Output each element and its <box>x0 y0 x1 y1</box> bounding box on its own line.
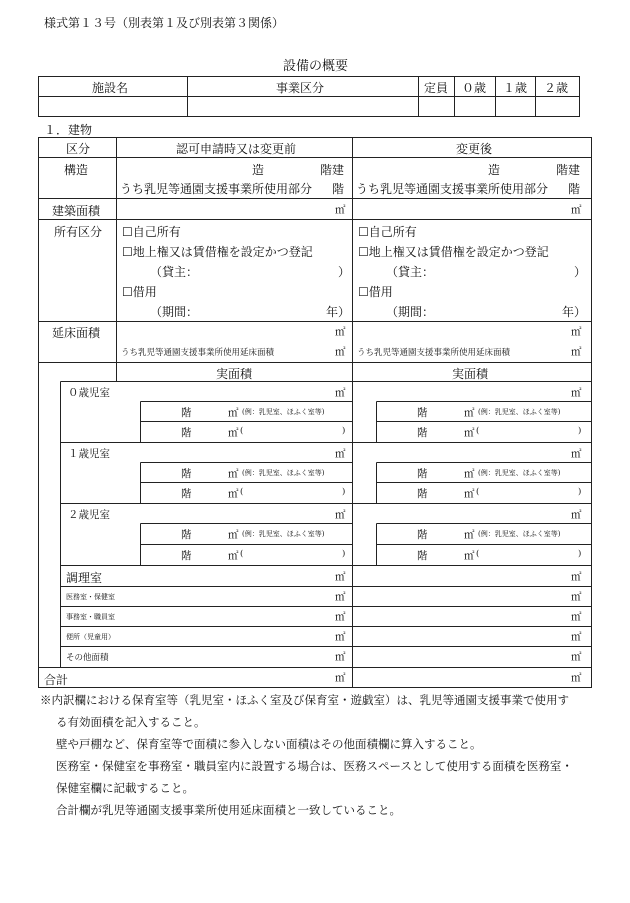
room-age1-sub2-unit-before: ㎡ <box>228 488 239 500</box>
room-age0-unit-after: ㎡ <box>571 387 582 399</box>
room-toilet-unit-after: ㎡ <box>571 631 582 643</box>
note-2: 壁や戸棚など、保育室等で面積に参入しない面積はその他面積欄に算入すること。 <box>56 737 482 751</box>
building-area-unit-before: ㎡ <box>335 204 346 216</box>
ownership-year-before: 年） <box>326 305 351 319</box>
room-age2-sub1-floor-after: 階 <box>417 529 428 541</box>
room-age1-sub1-example-after: (例：乳児室、ほふく室等) <box>478 469 561 477</box>
room-age0-sub1-floor-before: 階 <box>181 407 192 419</box>
floor-area-sub-unit-before: ㎡ <box>335 346 346 358</box>
room-age1-unit-after: ㎡ <box>571 448 582 460</box>
room-age0-sub2-unit-before: ㎡ <box>228 427 239 439</box>
header-age1: １歳 <box>503 81 528 95</box>
room-age0-sub1-floor-after: 階 <box>417 407 428 419</box>
room-age1-sub2-open-after: ( <box>476 487 480 497</box>
age0-field[interactable] <box>456 98 494 115</box>
structure-kai-before: 階 <box>332 182 345 196</box>
ownership-period-after: （期間： <box>386 305 435 319</box>
room-age2-unit-before: ㎡ <box>335 509 346 521</box>
room-toilet-unit-before: ㎡ <box>335 631 346 643</box>
room-age2-label: ２歳児室 <box>68 509 110 521</box>
room-age0-sub1-unit-after: ㎡ <box>464 407 475 419</box>
business-type-field[interactable] <box>189 98 417 115</box>
floor-area-unit-before: ㎡ <box>335 326 346 338</box>
structure-sub-after: うち乳児等通園支援事業所使用部分 <box>356 182 549 196</box>
col-before: 認可申請時又は変更前 <box>176 142 297 156</box>
room-age1-sub1-unit-before: ㎡ <box>228 468 239 480</box>
room-age0-sub1-unit-before: ㎡ <box>228 407 239 419</box>
room-medical-label: 医務室・保健室 <box>66 593 115 601</box>
header-age2: ２歳 <box>544 81 569 95</box>
note-3a: 医務室・保健室を事務室・職員室内に設置する場合は、医務スペースとして使用する面積を医務室・ <box>56 759 573 773</box>
room-other-label: その他面積 <box>66 653 109 663</box>
ownership-lease-after[interactable]: ☐地上権又は賃借権を設定かつ登記 <box>358 245 549 259</box>
room-age2-sub1-unit-after: ㎡ <box>464 529 475 541</box>
room-age2-sub2-close-before: ) <box>342 549 346 559</box>
room-age2-sub1-unit-before: ㎡ <box>228 529 239 541</box>
total-unit-after: ㎡ <box>571 672 582 684</box>
ownership-lessor-close-before: ） <box>338 265 351 279</box>
room-other-unit-before: ㎡ <box>335 651 346 663</box>
room-age1-sub2-open-before: ( <box>240 487 244 497</box>
room-office-unit-after: ㎡ <box>571 611 582 623</box>
room-age2-sub2-close-after: ) <box>578 549 582 559</box>
room-age1-sub2-floor-after: 階 <box>417 488 428 500</box>
note-3b: 保健室欄に記載すること。 <box>56 781 194 795</box>
structure-zou-after: 造 <box>488 163 501 177</box>
room-age0-sub2-open-before: ( <box>240 426 244 436</box>
room-office-unit-before: ㎡ <box>335 611 346 623</box>
age1-field[interactable] <box>497 98 534 115</box>
ownership-lease-before[interactable]: ☐地上権又は賃借権を設定かつ登記 <box>122 245 313 259</box>
ownership-year-after: 年） <box>562 305 587 319</box>
structure-kaidate-after: 階建 <box>556 163 581 177</box>
ownership-self-before[interactable]: ☐自己所有 <box>122 225 181 239</box>
room-age0-sub2-open-after: ( <box>476 426 480 436</box>
actual-area-before: 実面積 <box>216 367 253 381</box>
ownership-period-before: （期間： <box>150 305 199 319</box>
capacity-field[interactable] <box>420 98 453 115</box>
room-age2-sub1-floor-before: 階 <box>181 529 192 541</box>
room-age2-sub1-example-after: (例：乳児室、ほふく室等) <box>478 530 561 538</box>
floor-area-sub-before: うち乳児等通園支援事業所使用延床面積 <box>121 348 275 358</box>
facility-name-field[interactable] <box>40 98 186 115</box>
room-age1-sub1-floor-after: 階 <box>417 468 428 480</box>
room-age2-unit-after: ㎡ <box>571 509 582 521</box>
room-medical-unit-after: ㎡ <box>571 591 582 603</box>
room-age1-sub1-floor-before: 階 <box>181 468 192 480</box>
actual-area-after: 実面積 <box>452 367 489 381</box>
room-age1-sub2-close-before: ) <box>342 487 346 497</box>
room-kitchen-label: 調理室 <box>66 571 103 585</box>
page-title: 設備の概要 <box>283 59 349 74</box>
room-age1-sub2-close-after: ) <box>578 487 582 497</box>
structure-kai-after: 階 <box>568 182 581 196</box>
form-number: 様式第１３号（別表第１及び別表第３関係） <box>44 16 285 30</box>
floor-area-label: 延床面積 <box>52 326 101 340</box>
header-business-type: 事業区分 <box>276 81 325 95</box>
room-kitchen-unit-before: ㎡ <box>335 571 346 583</box>
room-age0-sub2-close-after: ) <box>578 426 582 436</box>
room-age2-sub2-floor-before: 階 <box>181 550 192 562</box>
ownership-borrow-before[interactable]: ☐借用 <box>122 285 157 299</box>
section-building: １．建物 <box>44 123 93 137</box>
note-4: 合計欄が乳児等通園支援事業所使用延床面積と一致していること。 <box>56 803 401 817</box>
ownership-lessor-after: （貸主： <box>386 265 435 279</box>
room-age0-sub2-floor-before: 階 <box>181 427 192 439</box>
age2-field[interactable] <box>537 98 578 115</box>
room-age2-sub2-unit-before: ㎡ <box>228 550 239 562</box>
room-age0-sub1-example-after: (例：乳児室、ほふく室等) <box>478 408 561 416</box>
room-age2-sub1-example-before: (例：乳児室、ほふく室等) <box>242 530 325 538</box>
header-age0: ０歳 <box>462 81 487 95</box>
ownership-borrow-after[interactable]: ☐借用 <box>358 285 393 299</box>
note-1b: る有効面積を記入すること。 <box>56 715 206 729</box>
structure-kaidate-before: 階建 <box>320 163 345 177</box>
total-label: 合計 <box>44 673 69 687</box>
room-toilet-label: 便所（児童用） <box>66 633 115 641</box>
room-age0-sub2-floor-after: 階 <box>417 427 428 439</box>
header-facility-name: 施設名 <box>92 81 129 95</box>
ownership-lessor-before: （貸主： <box>150 265 199 279</box>
room-age0-label: ０歳児室 <box>68 387 110 399</box>
building-area-label: 建築面積 <box>52 204 101 218</box>
room-kitchen-unit-after: ㎡ <box>571 571 582 583</box>
note-1a: ※内訳欄における保育室等（乳児室・ほふく室及び保育室・遊戯室）は、乳児等通園支援事業で使用す <box>40 693 569 707</box>
ownership-self-after[interactable]: ☐自己所有 <box>358 225 417 239</box>
room-age1-unit-before: ㎡ <box>335 448 346 460</box>
structure-label: 構造 <box>64 163 89 177</box>
floor-area-sub-after: うち乳児等通園支援事業所使用延床面積 <box>357 348 511 358</box>
building-area-unit-after: ㎡ <box>571 204 582 216</box>
structure-zou-before: 造 <box>252 163 265 177</box>
structure-sub-before: うち乳児等通園支援事業所使用部分 <box>120 182 313 196</box>
room-age1-sub1-unit-after: ㎡ <box>464 468 475 480</box>
room-medical-unit-before: ㎡ <box>335 591 346 603</box>
room-age2-sub2-open-before: ( <box>240 549 244 559</box>
col-after: 変更後 <box>456 142 493 156</box>
header-capacity: 定員 <box>424 81 449 95</box>
room-age1-sub1-example-before: (例：乳児室、ほふく室等) <box>242 469 325 477</box>
room-age1-label: １歳児室 <box>68 448 110 460</box>
room-age0-sub1-example-before: (例：乳児室、ほふく室等) <box>242 408 325 416</box>
ownership-label: 所有区分 <box>54 225 103 239</box>
room-age2-sub2-floor-after: 階 <box>417 550 428 562</box>
total-unit-before: ㎡ <box>335 672 346 684</box>
room-age1-sub2-unit-after: ㎡ <box>464 488 475 500</box>
room-age0-sub2-unit-after: ㎡ <box>464 427 475 439</box>
room-office-label: 事務室・職員室 <box>66 613 115 621</box>
room-age2-sub2-unit-after: ㎡ <box>464 550 475 562</box>
floor-area-unit-after: ㎡ <box>571 326 582 338</box>
room-age0-unit-before: ㎡ <box>335 387 346 399</box>
room-age0-sub2-close-before: ) <box>342 426 346 436</box>
room-other-unit-after: ㎡ <box>571 651 582 663</box>
room-age1-sub2-floor-before: 階 <box>181 488 192 500</box>
ownership-lessor-close-after: ） <box>574 265 587 279</box>
col-category: 区分 <box>66 142 91 156</box>
room-age2-sub2-open-after: ( <box>476 549 480 559</box>
floor-area-sub-unit-after: ㎡ <box>571 346 582 358</box>
